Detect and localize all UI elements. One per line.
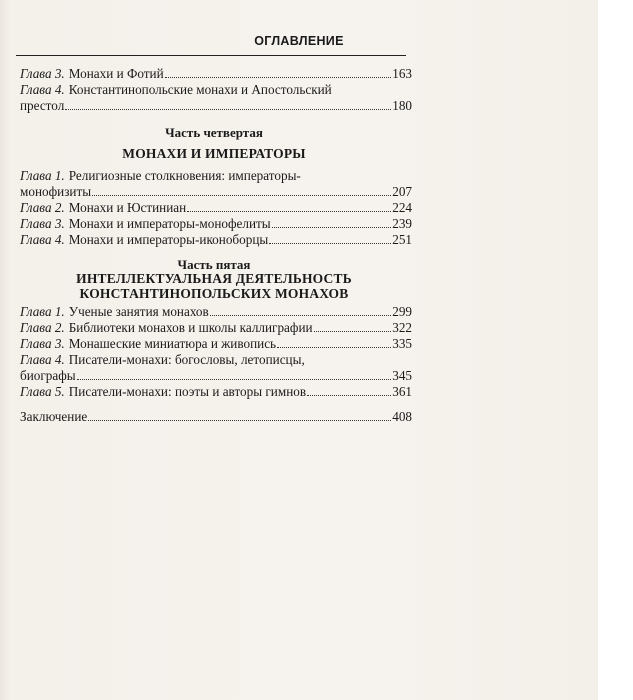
toc-entry-continuation [20,368,412,384]
toc-entry [20,336,412,352]
dot-leader [88,410,391,421]
chapter-title: Ученые занятия монахов [68,304,209,319]
dot-leader [65,99,391,110]
part-label: Часть четвертая [165,125,263,140]
page-header: ОГЛАВЛЕНИЕ [254,34,344,48]
chapter-title: Заключение [20,409,88,424]
chapter-title: Константинопольские монахи и Апостольский [68,82,332,97]
page-number: 322 [392,320,412,335]
toc-entry [20,304,412,320]
chapter-title: Библиотеки монахов и школы каллиграфии [68,320,313,335]
part-label: Часть пятая [177,257,251,272]
page-number: 299 [392,304,412,319]
dot-leader [165,67,392,78]
toc-entry [20,320,412,336]
toc-entry [20,82,412,98]
chapter-title: Монахи и Фотий [68,66,164,81]
page-number: 163 [392,66,412,81]
chapter-label: Глава 3. [20,336,65,351]
chapter-label: Глава 4. [20,232,65,247]
toc-entry [20,352,412,368]
part-title-line2: КОНСТАНТИНОПОЛЬСКИХ МОНАХОВ [79,286,349,301]
dot-leader [269,233,391,244]
page-number: 224 [392,200,412,215]
chapter-label: Глава 4. [20,352,65,367]
chapter-label: Глава 3. [20,66,65,81]
dot-leader [92,185,391,196]
chapter-title: Монахи и Юстиниан [68,200,187,215]
header-rule [16,55,406,56]
page-number: 345 [392,368,412,383]
chapter-title-cont: престол [20,98,65,113]
chapter-label: Глава 4. [20,82,65,97]
chapter-title: Религиозные столкновения: императоры- [68,168,301,183]
page-number: 239 [392,216,412,231]
toc-entry-continuation [20,184,412,200]
toc-entry [20,216,412,232]
dot-leader [187,201,391,212]
part-title: МОНАХИ И ИМПЕРАТОРЫ [122,146,306,161]
page-number: 180 [392,98,412,113]
page-number: 207 [392,184,412,199]
chapter-label: Глава 1. [20,168,65,183]
chapter-label: Глава 2. [20,320,65,335]
dot-leader [307,385,391,396]
dot-leader [272,217,392,228]
page-number: 408 [392,409,412,424]
part-title-line1: ИНТЕЛЛЕКТУАЛЬНАЯ ДЕЯТЕЛЬНОСТЬ [76,271,352,286]
toc-entry [20,200,412,216]
toc-entry [20,232,412,248]
chapter-label: Глава 1. [20,304,65,319]
chapter-title-cont: монофизиты [20,184,92,199]
page-number: 335 [392,336,412,351]
chapter-title: Писатели-монахи: поэты и авторы гимнов [68,384,307,399]
chapter-label: Глава 2. [20,200,65,215]
toc-entry [20,384,412,400]
chapter-label: Глава 5. [20,384,65,399]
toc-entry-continuation [20,98,412,114]
page-number: 361 [392,384,412,399]
chapter-title: Писатели-монахи: богословы, летописцы, [68,352,305,367]
dot-leader [77,369,392,380]
toc-entry [20,168,412,184]
chapter-title: Монахи и императоры-иконоборцы [68,232,269,247]
dot-leader [277,337,391,348]
chapter-title-cont: биографы [20,368,76,383]
dot-leader [210,305,391,316]
chapter-label: Глава 3. [20,216,65,231]
dot-leader [314,321,392,332]
page-number: 251 [392,232,412,247]
toc-entry [20,66,412,82]
chapter-title: Монашеские миниатюра и живопись [68,336,277,351]
chapter-title: Монахи и императоры-монофелиты [68,216,271,231]
toc-entry-conclusion [20,409,412,425]
